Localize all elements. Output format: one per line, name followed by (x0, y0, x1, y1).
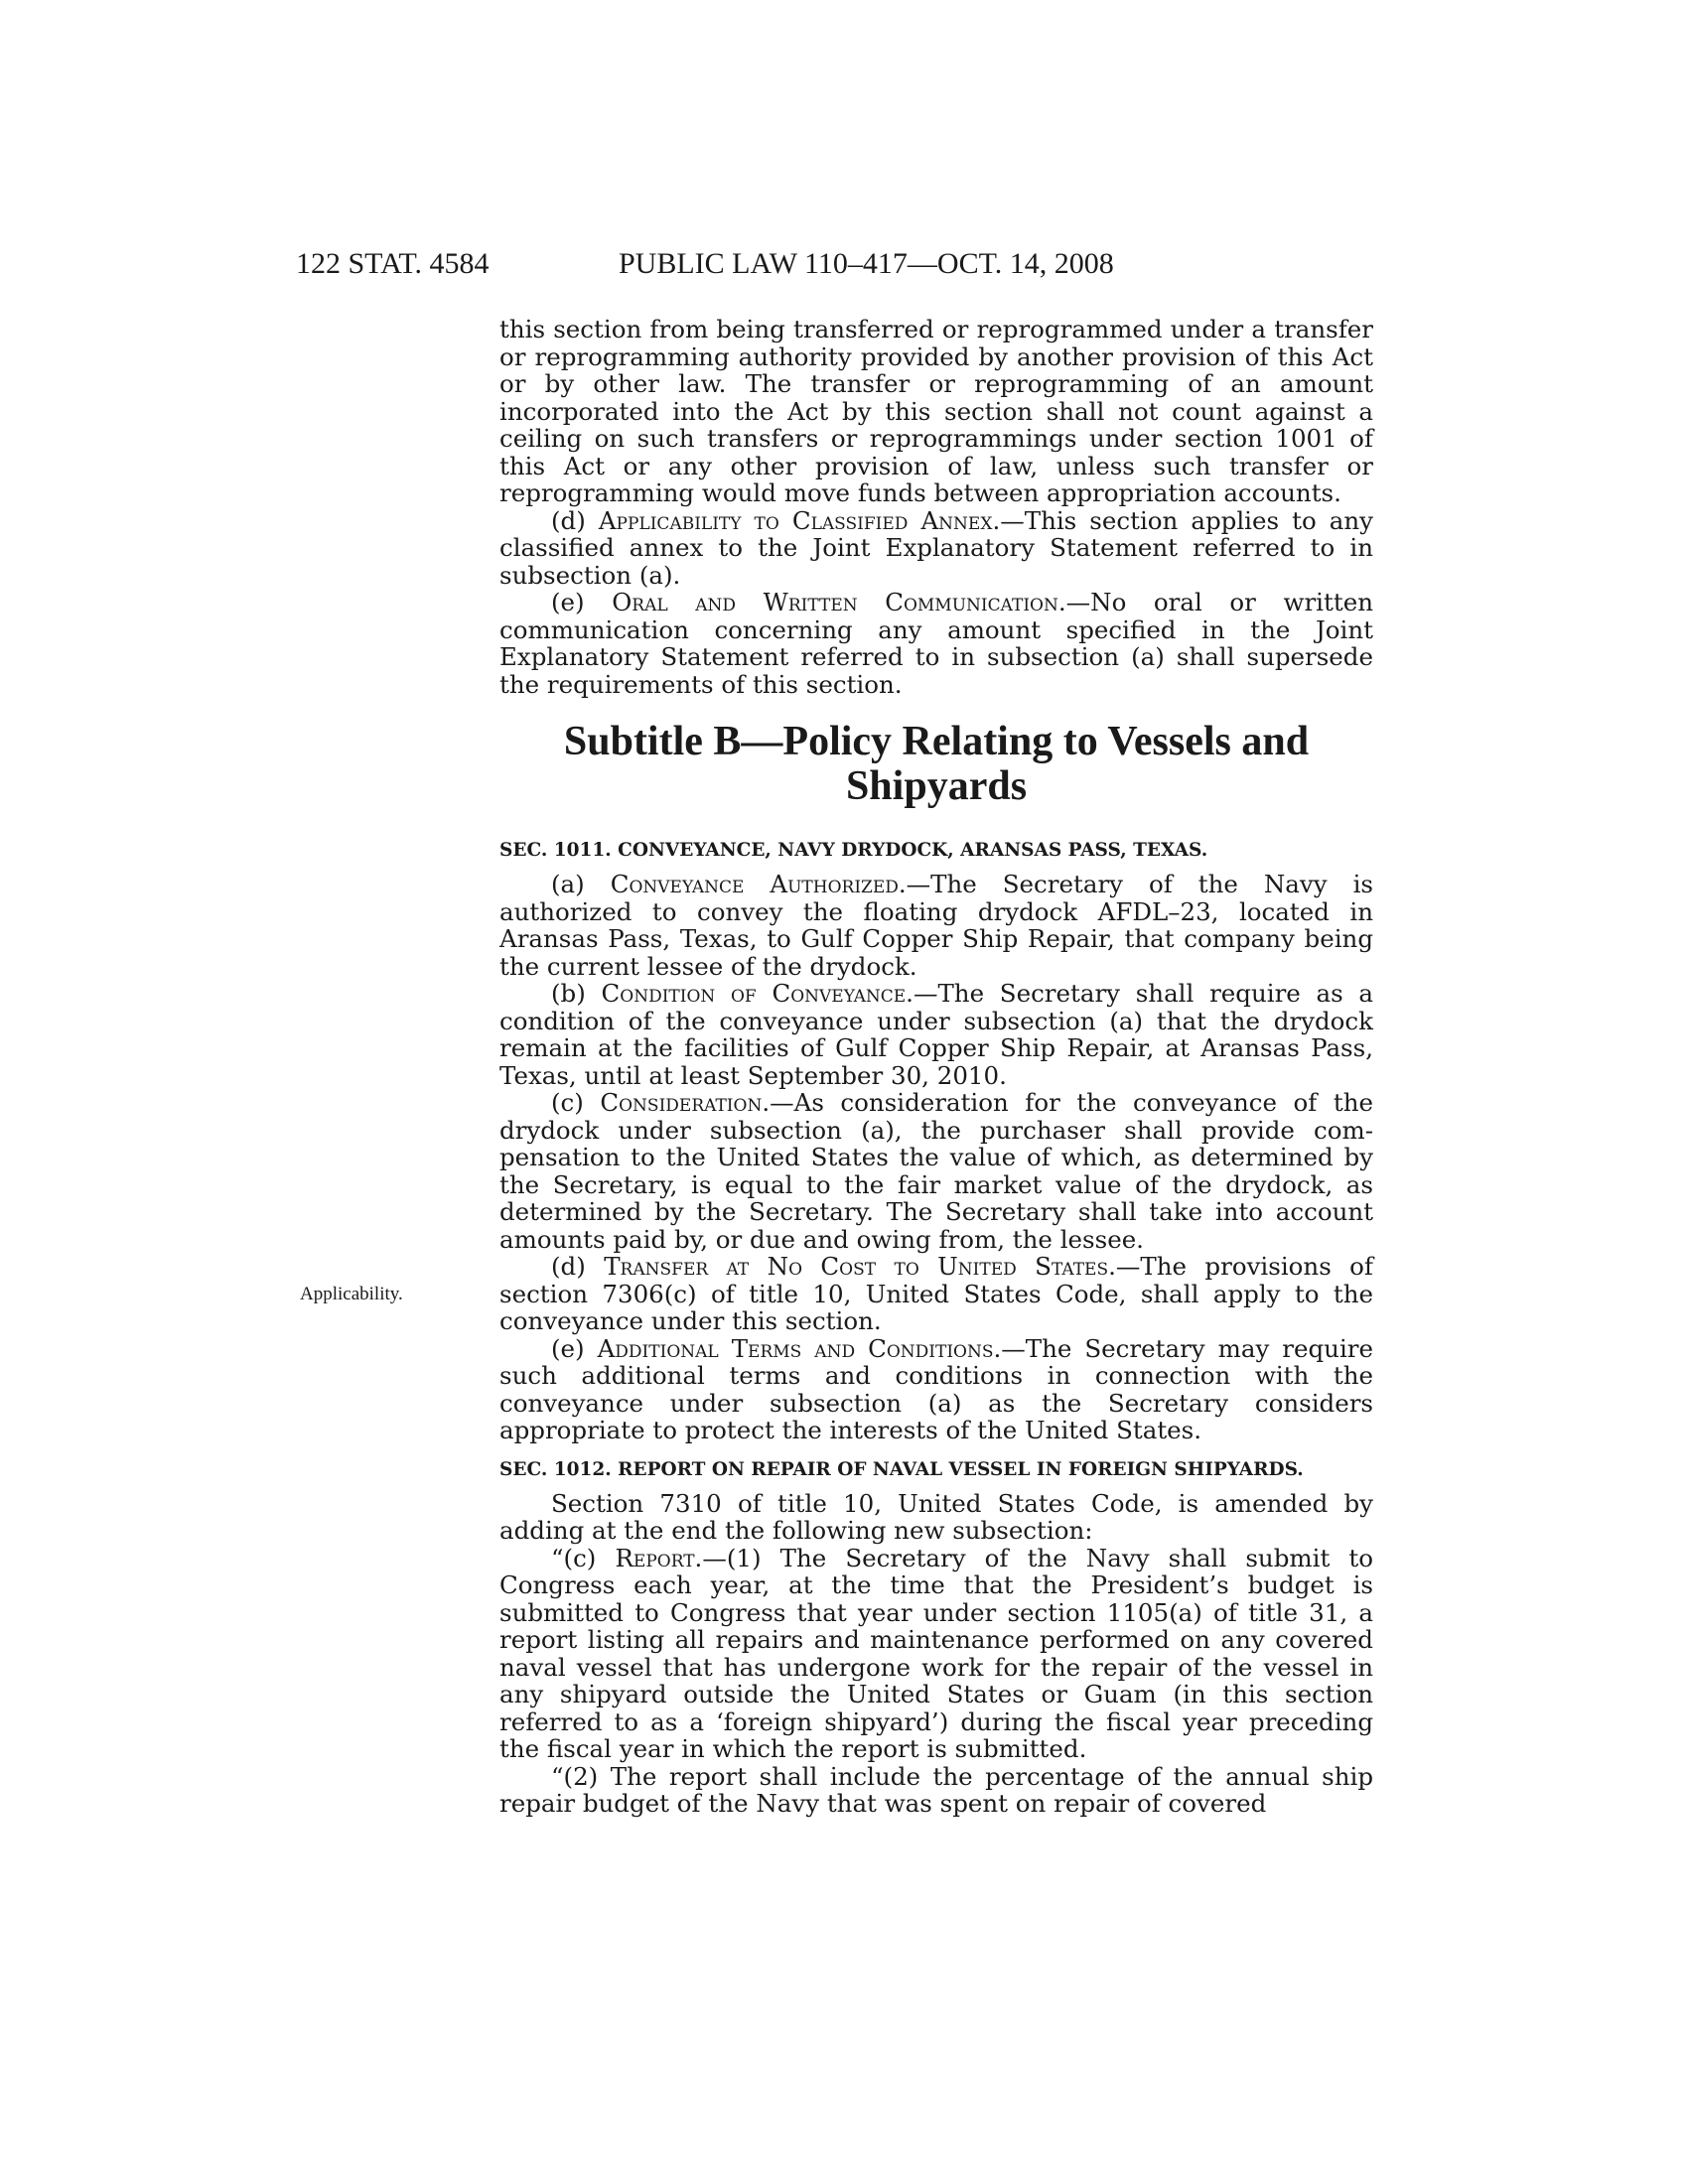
subsection-label: (b) (551, 979, 602, 1008)
subsection-heading: Applicability to Classified Annex (598, 505, 993, 535)
subsection-heading: Transfer at No Cost to United States (604, 1252, 1109, 1281)
subsection-label: (d) (551, 1252, 605, 1281)
public-law-citation: PUBLIC LAW 110–417—OCT. 14, 2008 (619, 247, 1114, 280)
subsection-label: (e) (551, 588, 613, 616)
sec1012-intro: Section 7310 of title 10, United States Code, is amended by adding at the end the following new subsection: (499, 1488, 1373, 1545)
subsection-heading: Oral and Written Communication (612, 588, 1058, 616)
subsection-text: .—The Secretary may require such additional terms and conditions in connection with the conveyance under subsection (a) as the Secretary considers appropriate to protect the interests of the United States. (499, 1333, 1374, 1444)
section-1012-heading: SEC. 1012. REPORT ON REPAIR OF NAVAL VESSEL IN FOREIGN SHIPYARDS. (499, 1458, 1304, 1480)
sec1011-subsection-a (499, 871, 1373, 980)
subsection-label: (e) (551, 1333, 598, 1363)
subsection-heading: Additional Terms and Conditions (597, 1333, 994, 1363)
subsection-heading: Report (615, 1543, 695, 1572)
subtitle-heading: Subtitle B—Policy Relating to Vessels and Shipyards (563, 719, 1310, 809)
subsection-label: (a) (551, 870, 611, 898)
sec1012-paragraph-2: “(2) The report shall include the percentage of the annual ship repair budget of the Navy that was spent on repair of covered (499, 1761, 1373, 1818)
subsection-text: .—The provisions of section 7306(c) of title 10, United States Code, shall apply to the conveyance under this section. (499, 1252, 1373, 1335)
subsection-label: “(c) (551, 1543, 616, 1572)
document-body (499, 316, 1373, 1818)
subsection-heading: Consideration (600, 1088, 763, 1117)
margin-note-applicability: Applicability. (300, 1284, 403, 1304)
subsection-label: (d) (551, 505, 599, 535)
subsection-d-applicability (499, 507, 1373, 590)
subsection-text: .—The Secretary shall require as a condition of the conveyance under subsection (a) that the drydock remain at the facilities of Gulf Copper Ship Repair, at Aransas Pass, Texas, until at least September 30, 2010. (499, 979, 1374, 1090)
subsection-e-communication (499, 589, 1373, 698)
section-1011-heading: SEC. 1011. CONVEYANCE, NAVY DRYDOCK, ARANSAS PASS, TEXAS. (499, 840, 1208, 861)
sec1011-subsection-b (499, 980, 1373, 1089)
subsection-text: .—The Secretary of the Navy is authorized to convey the floating drydock AFDL–23, located in Aransas Pass, Texas, to Gulf Copper Ship Repair, that company being the current lessee of the drydock. (499, 870, 1373, 981)
subsection-heading: Condition of Conveyance (601, 979, 907, 1008)
subsection-text: .—(1) The Secretary of the Navy shall submit to Congress each year, at the time that the President’s budget is submitted to Congress that year under section 1105(a) of title 31, a report listing all repairs and maintenance performed on any covered naval vessel that has undergone work for the repair of the vessel in any shipyard outside the United States or Guam (in this section referred to as a ‘foreign shipyard’) during the fiscal year preceding the fiscal year in which the report is submitted. (499, 1543, 1373, 1763)
subsection-heading: Conveyance Authorized (610, 870, 899, 898)
sec1011-subsection-d (499, 1253, 1373, 1335)
sec1011-subsection-e (499, 1335, 1373, 1444)
sec1011-subsection-c (499, 1089, 1373, 1253)
subsection-label: (c) (551, 1088, 601, 1117)
subsection-text: .—No oral or written communication concerning any amount specified in the Joint Explanatory Statement referred to in subsection (a) shall supersede the requirements of this section. (499, 588, 1373, 699)
stat-page-number: 122 STAT. 4584 (296, 247, 490, 280)
subsection-text: .—This section applies to any classified annex to the Joint Explanatory Statement referred to in subsection (a). (499, 505, 1373, 590)
continued-paragraph: this section from being transferred or reprogrammed under a transfer or reprogramming authority provided by another provision of this Act or by other law. The transfer or reprogramming of an amount incorporated into the Act by this section shall not count against a ceiling on such transfers or reprogrammings under section 1001 of this Act or any other provision of law, unless such transfer or reprogramming would move funds between appropriation accounts. (499, 315, 1373, 507)
sec1012-subsection-c (499, 1545, 1373, 1763)
subsection-text: .—As consideration for the conveyance of the drydock under subsection (a), the purchaser shall provide compensation to the United States the value of which, as determined by the Secretary, is equal to the fair market value of the drydock, as determined by the Secretary. The Secretary shall take into account amounts paid by, or due and owing from, the lessee. (499, 1088, 1373, 1254)
